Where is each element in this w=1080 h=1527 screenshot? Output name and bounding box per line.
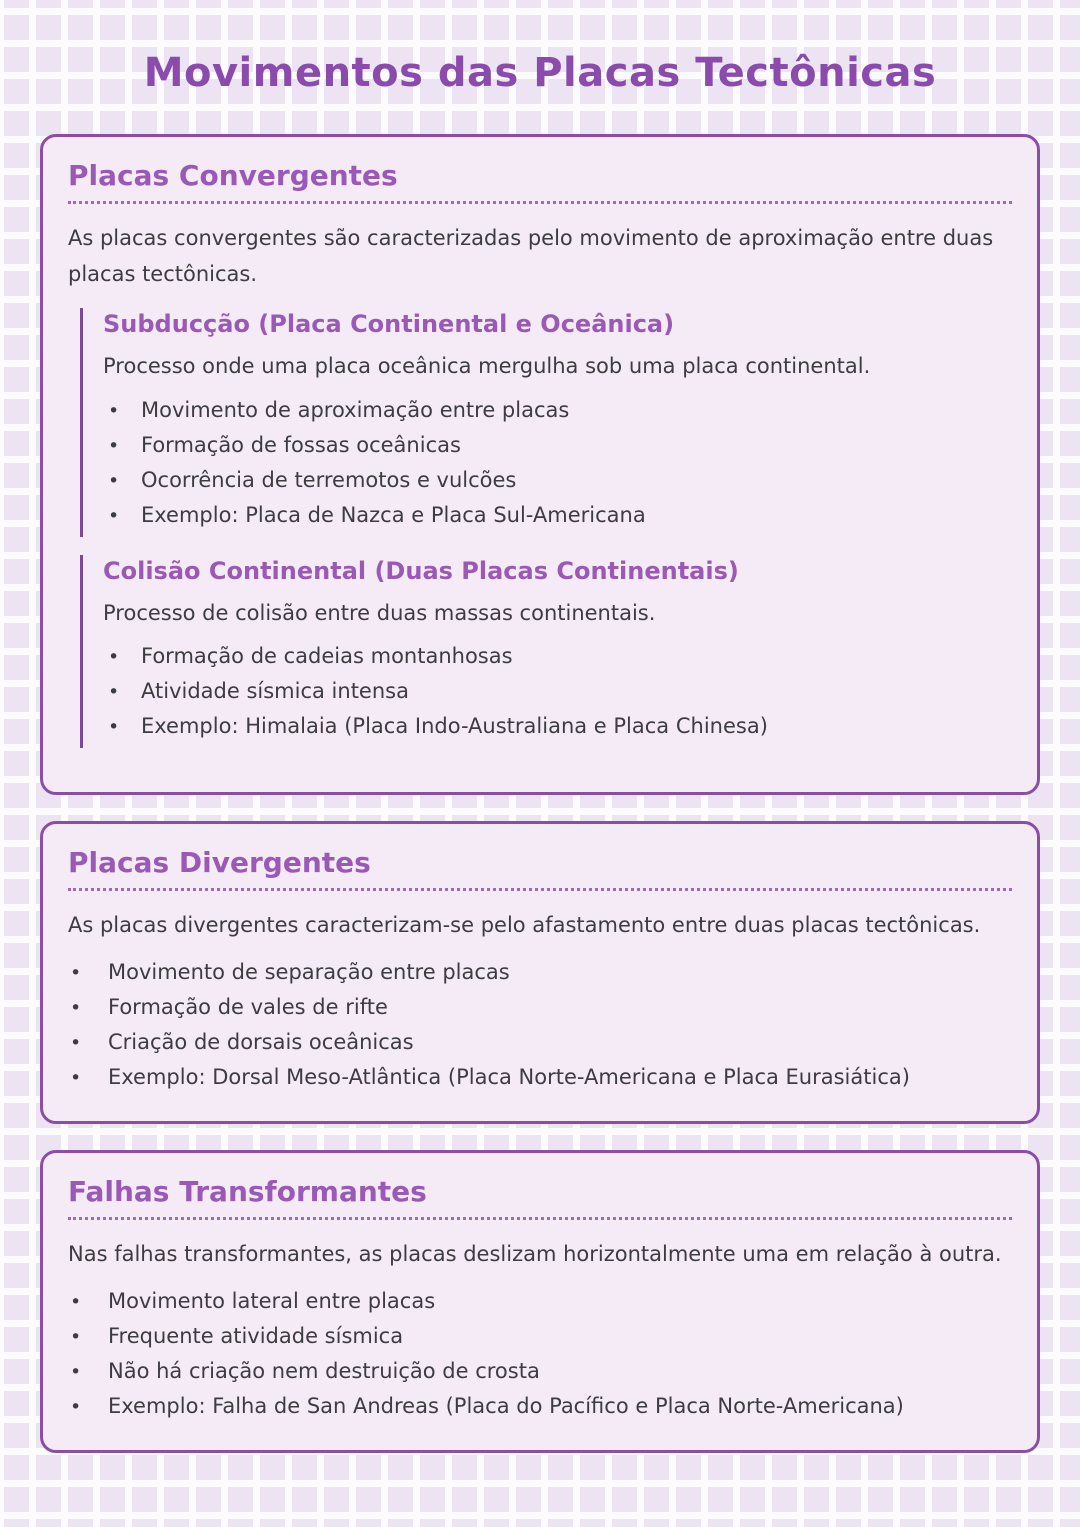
- bullet-item: [68, 1284, 1012, 1319]
- bullet-text: Movimento de separação entre placas: [108, 960, 510, 985]
- bullet-text: Movimento de aproximação entre placas: [141, 397, 570, 422]
- bullet-text: Frequente atividade sísmica: [108, 1324, 404, 1349]
- bullet-text: Formação de vales de rifte: [108, 995, 388, 1020]
- bullet-dot-icon: •: [70, 997, 82, 1020]
- bullet-item: [68, 1060, 1012, 1095]
- bullet-text: Criação de dorsais oceânicas: [108, 1030, 414, 1055]
- bullet-item: [103, 463, 1012, 498]
- bullet-item: [68, 1354, 1012, 1389]
- subsection-colisao-continental: [80, 555, 1012, 749]
- bullet-dot-icon: •: [108, 716, 120, 739]
- page-title: Movimentos das Placas Tectônicas: [143, 50, 937, 96]
- subsection-heading: Colisão Continental (Duas Placas Continentais): [103, 556, 739, 585]
- bullet-item: [68, 955, 1012, 990]
- bullet-text: Atividade sísmica intensa: [141, 679, 409, 704]
- bullet-dot-icon: •: [70, 1032, 82, 1055]
- bullet-text: Exemplo: Placa de Nazca e Placa Sul-Americana: [141, 502, 646, 527]
- dotted-divider: [68, 201, 1012, 204]
- bullet-text: Exemplo: Dorsal Meso-Atlântica (Placa Norte-Americana e Placa Eurasiática): [108, 1065, 910, 1090]
- card-falhas-transformantes: [40, 1150, 1040, 1453]
- section-intro: Nas falhas transformantes, as placas deslizam horizontalmente uma em relação à outra.: [68, 1242, 1002, 1267]
- bullet-item: [103, 393, 1012, 428]
- bullet-item: [103, 428, 1012, 463]
- subsection-heading: Subducção (Placa Continental e Oceânica): [103, 310, 675, 339]
- section-heading: Placas Divergentes: [68, 846, 371, 880]
- section-intro: As placas divergentes caracterizam-se pelo afastamento entre duas placas tectônicas.: [68, 913, 981, 938]
- bullet-list: [103, 639, 1012, 744]
- bullet-item: [103, 709, 1012, 744]
- section-heading: Placas Convergentes: [68, 159, 398, 192]
- bullet-list: [68, 955, 1012, 1095]
- bullet-dot-icon: •: [108, 504, 120, 527]
- bullet-item: [103, 674, 1012, 709]
- bullet-list: [103, 393, 1012, 533]
- bullet-text: Ocorrência de terremotos e vulcões: [141, 467, 517, 492]
- card-placas-divergentes: [40, 821, 1040, 1124]
- subsection-description: Processo onde uma placa oceânica mergulha sob uma placa continental.: [103, 354, 871, 379]
- dotted-divider: [68, 1217, 1012, 1220]
- bullet-dot-icon: •: [70, 1326, 82, 1349]
- section-intro: As placas convergentes são caracterizadas pelo movimento de aproximação entre duas placas tectônicas.: [68, 226, 994, 287]
- bullet-list: [68, 1284, 1012, 1424]
- bullet-text: Movimento lateral entre placas: [108, 1289, 436, 1314]
- subsection-description: Processo de colisão entre duas massas continentais.: [103, 600, 656, 625]
- bullet-dot-icon: •: [70, 1361, 82, 1384]
- dotted-divider: [68, 888, 1012, 891]
- bullet-text: Não há criação nem destruição de crosta: [108, 1359, 540, 1384]
- bullet-text: Exemplo: Falha de San Andreas (Placa do Pacífico e Placa Norte-Americana): [108, 1394, 904, 1419]
- bullet-dot-icon: •: [108, 681, 120, 704]
- bullet-item: [68, 1389, 1012, 1424]
- bullet-text: Exemplo: Himalaia (Placa Indo-Australiana e Placa Chinesa): [141, 714, 768, 739]
- bullet-dot-icon: •: [70, 1067, 82, 1090]
- bullet-text: Formação de cadeias montanhosas: [141, 644, 513, 669]
- bullet-dot-icon: •: [70, 1291, 82, 1314]
- bullet-item: [103, 639, 1012, 674]
- bullet-dot-icon: •: [108, 399, 120, 422]
- section-heading: Falhas Transformantes: [68, 1175, 427, 1209]
- bullet-dot-icon: •: [70, 962, 82, 985]
- bullet-item: [103, 498, 1012, 533]
- subsection-subduccao: [80, 308, 1012, 537]
- card-placas-convergentes: [40, 134, 1040, 795]
- bullet-dot-icon: •: [108, 469, 120, 492]
- bullet-dot-icon: •: [108, 434, 120, 457]
- bullet-dot-icon: •: [108, 646, 120, 669]
- bullet-dot-icon: •: [70, 1396, 82, 1419]
- bullet-item: [68, 990, 1012, 1025]
- bullet-item: [68, 1025, 1012, 1060]
- bullet-item: [68, 1319, 1012, 1354]
- bullet-text: Formação de fossas oceânicas: [141, 432, 461, 457]
